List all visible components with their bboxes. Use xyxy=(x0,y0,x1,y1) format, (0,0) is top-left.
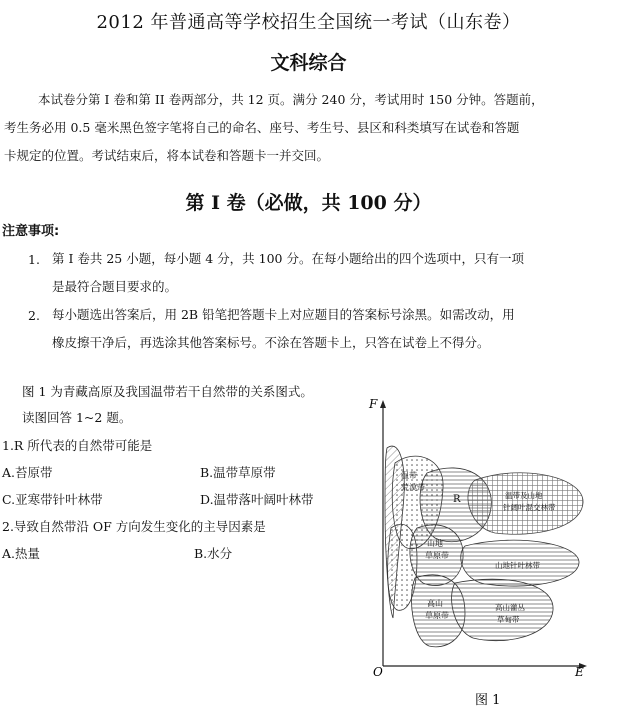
axis-e-label: E xyxy=(575,665,584,679)
question-intro-line-2: 读图回答 1~2 题。 xyxy=(22,410,132,425)
natural-belt-diagram xyxy=(355,378,617,712)
figure-caption: 图 1 xyxy=(475,693,501,708)
question-intro-line-1: 图 1 为青藏高原及我国温带若干自然带的关系图式。 xyxy=(22,384,313,399)
label-desert: 温带 xyxy=(401,471,417,480)
label-mountain-conifer: 山地针叶林带 xyxy=(495,561,540,570)
label-desert-2: 荒漠带 xyxy=(401,483,425,492)
q2-option-a: A.热量 xyxy=(2,546,41,561)
note-1-line-2: 是最符合题目要求的。 xyxy=(52,279,178,294)
q1-option-b: B.温带草原带 xyxy=(200,465,276,480)
axis-f-arrow xyxy=(380,400,386,408)
label-mountain-steppe-2: 草原带 xyxy=(425,551,449,560)
intro-line-2: 考生务必用 0.5 毫米黑色签字笔将自己的命名、座号、考生号、县区和科类填写在试卷和答题 xyxy=(4,120,520,135)
subject-title: 文科综合 xyxy=(270,52,347,74)
label-alpine-steppe-1: 高山 xyxy=(427,599,443,608)
q2-option-b: B.水分 xyxy=(194,546,233,561)
label-mountain-steppe-1: 山地 xyxy=(427,539,443,548)
intro-line-1: 本试卷分第 I 卷和第 II 卷两部分，共 12 页。满分 240 分，考试用时 150 分钟。答题前， xyxy=(38,92,544,107)
label-r: R xyxy=(453,494,461,505)
label-alpine-meadow-1: 高山灌丛 xyxy=(495,603,525,612)
q1-option-c: C.亚寒带针叶林带 xyxy=(2,492,103,507)
note-2-number: 2. xyxy=(28,308,40,323)
origin-label: O xyxy=(373,665,383,679)
notes-heading: 注意事项: xyxy=(2,224,60,239)
label-mixed-forest-2: 针阔叶混交林带 xyxy=(503,503,556,512)
q1-stem: 1.R 所代表的自然带可能是 xyxy=(2,438,153,453)
axis-f-label: F xyxy=(369,397,378,411)
figure-1 xyxy=(355,378,617,712)
label-alpine-steppe-2: 草原带 xyxy=(425,611,449,620)
exam-title: 2012 年普通高等学校招生全国统一考试（山东卷） xyxy=(96,12,521,33)
label-mixed-forest-1: 温带及山地 xyxy=(505,491,543,500)
note-1-line-1: 第 I 卷共 25 小题，每小题 4 分，共 100 分。在每小题给出的四个选项中，只有一项 xyxy=(52,251,524,266)
q1-option-a: A.苔原带 xyxy=(2,465,53,480)
q1-option-d: D.温带落叶阔叶林带 xyxy=(200,492,314,507)
intro-line-3: 卡规定的位置。考试结束后，将本试卷和答题卡一并交回。 xyxy=(4,148,330,163)
note-2-line-2: 橡皮擦干净后，再选涂其他答案标号。不涂在答题卡上，只答在试卷上不得分。 xyxy=(52,335,490,350)
q2-stem: 2.导致自然带沿 OF 方向发生变化的主导因素是 xyxy=(2,519,266,534)
label-alpine-meadow-2: 草甸带 xyxy=(497,615,520,624)
note-1-number: 1. xyxy=(28,252,40,267)
part-heading: 第 I 卷（必做，共 100 分） xyxy=(185,192,432,214)
note-2-line-1: 每小题选出答案后，用 2B 铅笔把答题卡上对应题目的答案标号涂黑。如需改动，用 xyxy=(52,307,515,322)
